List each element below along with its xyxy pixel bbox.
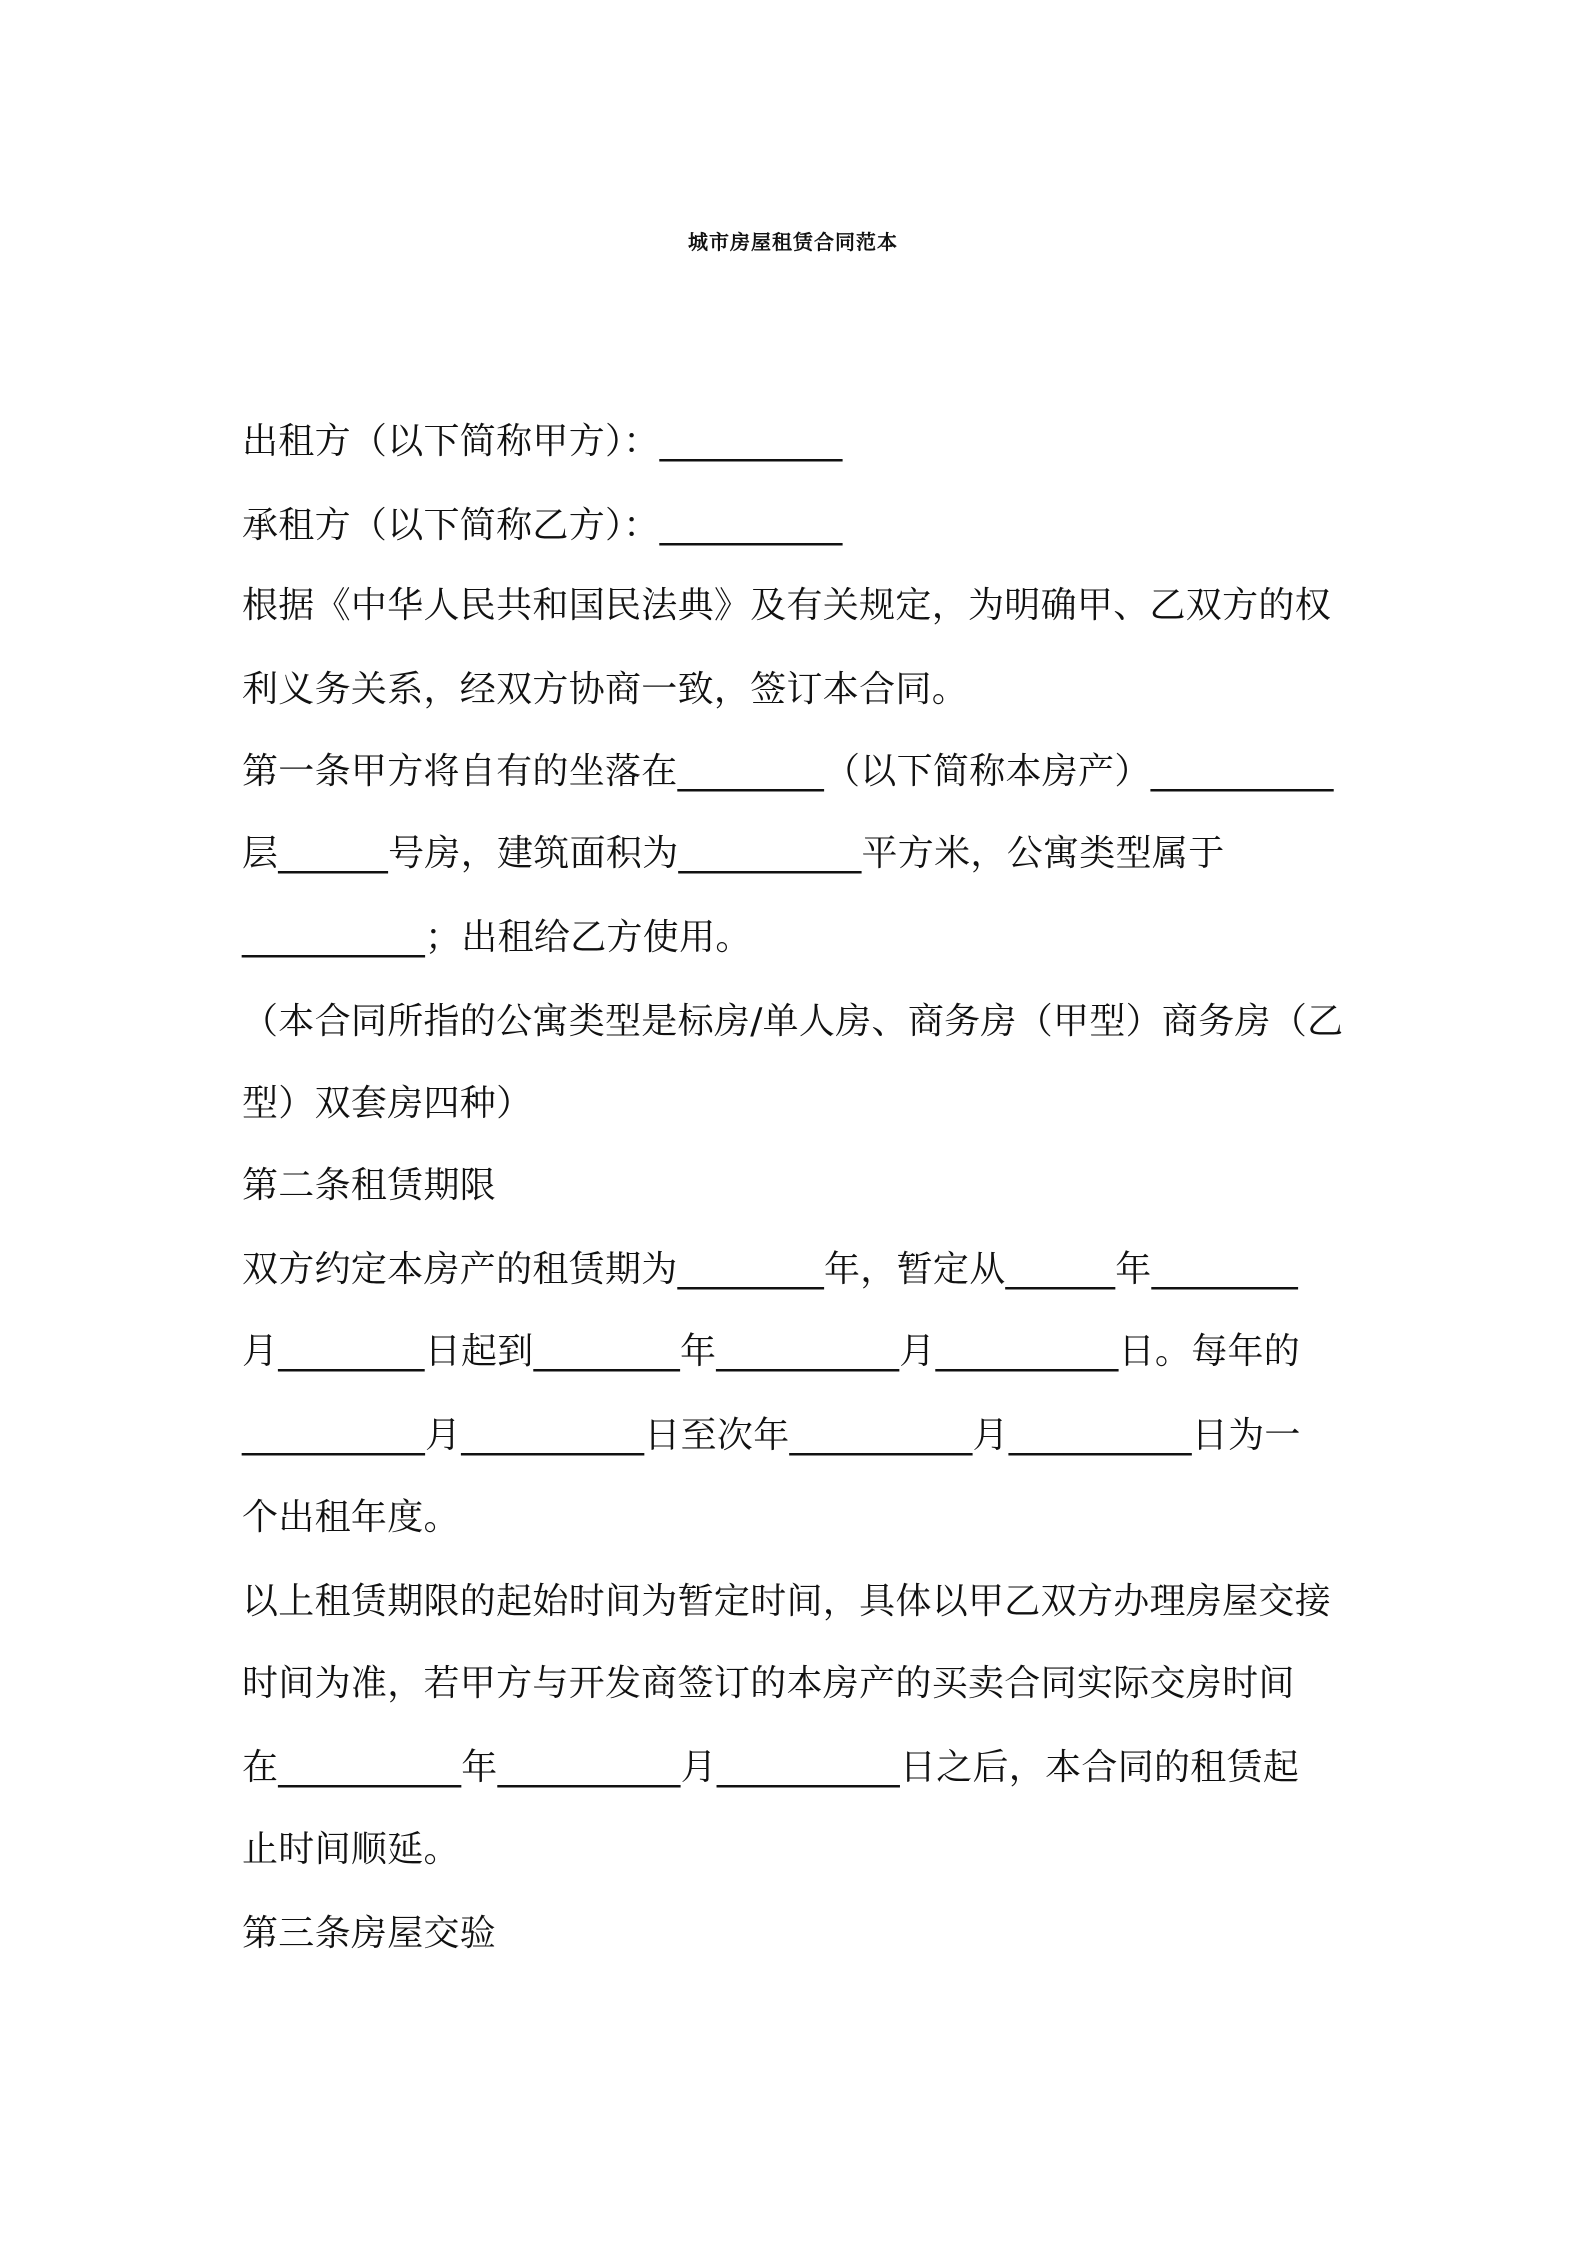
article-2-heading: 第二条租赁期限 bbox=[242, 1165, 497, 1206]
text-line-article2-2: 月________日起到________年__________月__________日。每年的 bbox=[242, 1331, 1301, 1372]
text-line-article1-2: 层______号房，建筑面积为__________平方米，公寓类型属于 bbox=[242, 833, 1225, 874]
text-line-note-1: （本合同所指的公寓类型是标房/单人房、商务房（甲型）商务房（乙 bbox=[242, 1001, 1344, 1042]
text-line-preamble-2: 利义务关系，经双方协商一致，签订本合同。 bbox=[242, 669, 969, 710]
text-line-lessor: 出租方（以下简称甲方）：__________ bbox=[242, 421, 843, 462]
article-3-heading: 第三条房屋交验 bbox=[242, 1913, 497, 1954]
text-line-article1-3: __________；出租给乙方使用。 bbox=[242, 917, 752, 958]
text-line-article1-1: 第一条甲方将自有的坐落在________（以下简称本房产）__________ bbox=[242, 751, 1334, 792]
document-title: 城市房屋租赁合同范本 bbox=[688, 230, 898, 254]
text-line-note-2: 型）双套房四种） bbox=[242, 1083, 533, 1124]
text-line-lessee: 承租方（以下简称乙方）：__________ bbox=[242, 505, 843, 546]
text-line-article2-5: 以上租赁期限的起始时间为暂定时间，具体以甲乙双方办理房屋交接 bbox=[242, 1581, 1332, 1622]
text-line-article2-7: 在__________年__________月__________日之后，本合同的租赁起 bbox=[242, 1747, 1300, 1788]
text-line-article2-1: 双方约定本房产的租赁期为________年，暂定从______年________ bbox=[242, 1249, 1298, 1290]
text-line-article2-8: 止时间顺延。 bbox=[242, 1829, 460, 1870]
text-line-article2-6: 时间为准，若甲方与开发商签订的本房产的买卖合同实际交房时间 bbox=[242, 1663, 1295, 1704]
text-line-preamble-1: 根据《中华人民共和国民法典》及有关规定，为明确甲、乙双方的权 bbox=[242, 585, 1332, 626]
text-line-article2-4: 个出租年度。 bbox=[242, 1497, 460, 1538]
text-line-article2-3: __________月__________日至次年__________月__________日为一 bbox=[242, 1415, 1301, 1456]
